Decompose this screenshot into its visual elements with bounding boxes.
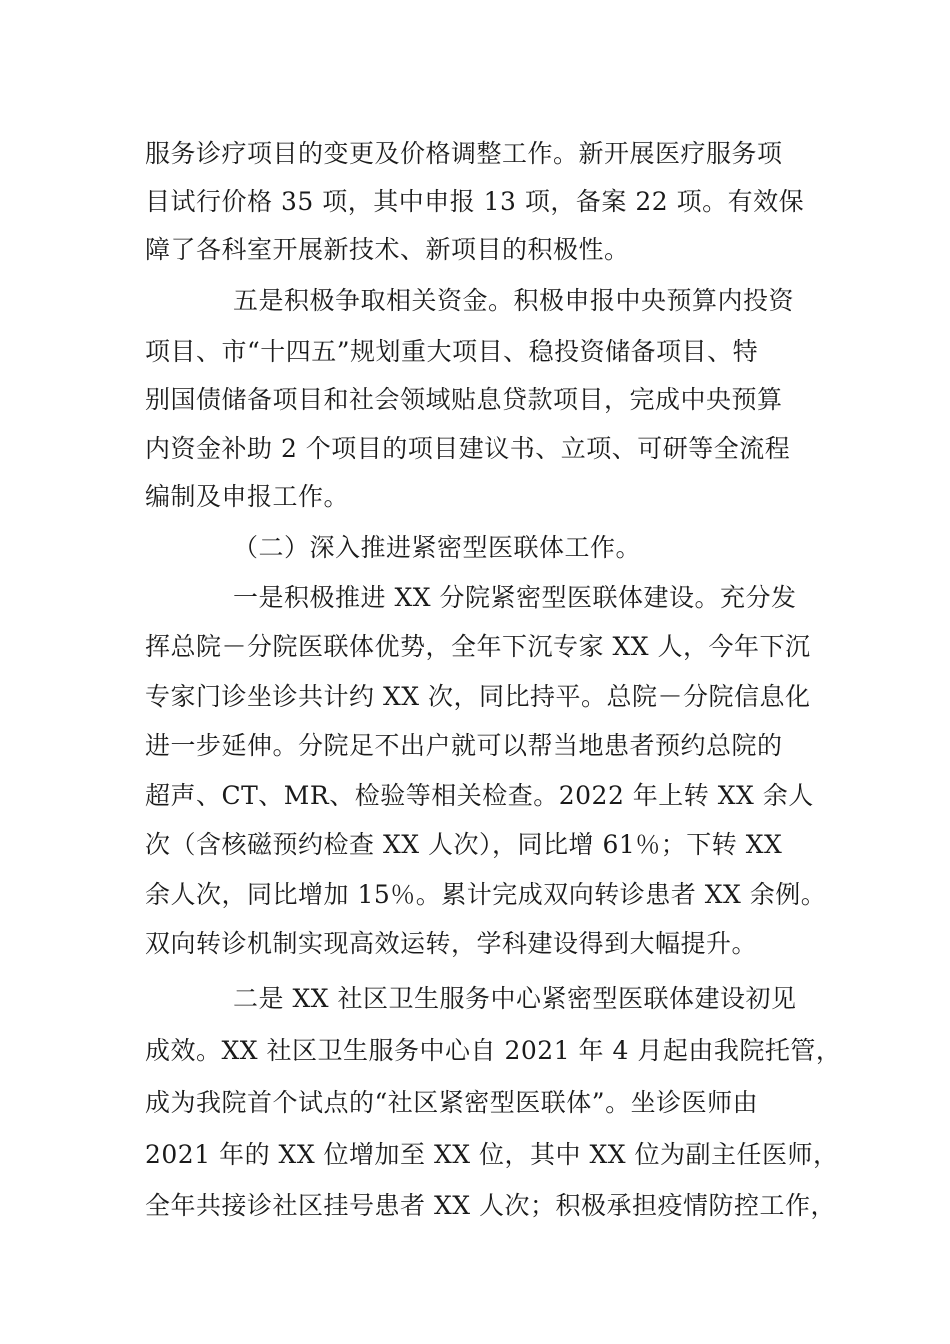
text-line: 成效。XX 社区卫生服务中心自 2021 年 4 月起由我院托管， (145, 1036, 842, 1065)
text-line: 挥总院－分院医联体优势，全年下沉专家 XX 人，今年下沉 (145, 632, 811, 661)
text-line: 超声、CT、MR、检验等相关检查。2022 年上转 XX 余人 (145, 781, 814, 810)
text-line: 2021 年的 XX 位增加至 XX 位，其中 XX 位为副主任医师， (145, 1140, 839, 1169)
text-line: 编制及申报工作。 (145, 482, 350, 511)
paragraph-first-line: 五是积极争取相关资金。积极申报中央预算内投资 (233, 286, 795, 315)
text-line: 服务诊疗项目的变更及价格调整工作。新开展医疗服务项 (145, 139, 783, 168)
text-line: 障了各科室开展新技术、新项目的积极性。 (145, 235, 630, 264)
paragraph-first-line: 二是 XX 社区卫生服务中心紧密型医联体建设初见 (233, 984, 797, 1013)
text-line: 全年共接诊社区挂号患者 XX 人次；积极承担疫情防控工作， (145, 1191, 836, 1220)
text-line: 项目、市“十四五”规划重大项目、稳投资储备项目、特 (145, 337, 759, 366)
text-line: 成为我院首个试点的“社区紧密型医联体”。坐诊医师由 (145, 1088, 759, 1117)
text-line: 专家门诊坐诊共计约 XX 次，同比持平。总院－分院信息化 (145, 682, 811, 711)
text-line: 次（含核磁预约检查 XX 人次），同比增 61％；下转 XX (145, 830, 783, 859)
text-line: 余人次，同比增加 15％。累计完成双向转诊患者 XX 余例。 (145, 880, 827, 909)
text-line: 目试行价格 35 项，其中申报 13 项，备案 22 项。有效保 (145, 187, 805, 216)
text-line: 内资金补助 2 个项目的项目建议书、立项、可研等全流程 (145, 434, 791, 463)
text-line: 别国债储备项目和社会领域贴息贷款项目，完成中央预算 (145, 385, 783, 414)
paragraph-first-line: 一是积极推进 XX 分院紧密型医联体建设。充分发 (233, 583, 797, 612)
text-line: 进一步延伸。分院足不出户就可以帮当地患者预约总院的 (145, 731, 783, 760)
text-line: 双向转诊机制实现高效运转，学科建设得到大幅提升。 (145, 929, 758, 958)
section-heading: （二）深入推进紧密型医联体工作。 (233, 533, 642, 562)
